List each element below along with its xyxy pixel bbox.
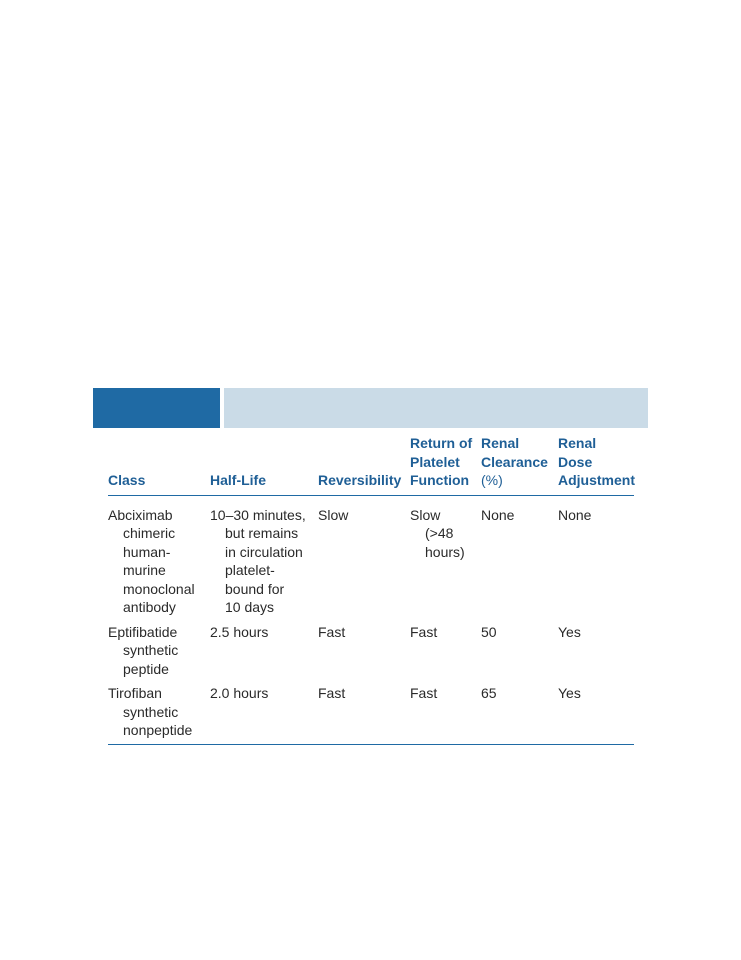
cell-renal-dose-adjustment: Yes [558, 684, 634, 744]
cell-half-life: 2.5 hours [210, 623, 269, 640]
cell-reversibility: Fast [318, 623, 346, 640]
cell-renal-clearance: 50 [481, 623, 497, 640]
header-class: Class [108, 434, 210, 495]
header-renal-dose-adjustment: Renal Dose Adjustment [558, 434, 634, 495]
cell-renal-dose-adjustment: Yes [558, 623, 581, 640]
drug-comparison-table-wrapper [108, 434, 634, 745]
cell-class: Abciximab chimeric human- murine monoclonal antibody [108, 506, 195, 615]
table-row [108, 623, 634, 685]
header-half-life: Half-Life [210, 434, 318, 495]
cell-half-life: 10–30 minutes, but remains in circulation platelet- bound for 10 days [210, 506, 306, 615]
header-row [108, 434, 634, 495]
cell-reversibility: Fast [318, 684, 410, 744]
cell-renal-clearance: 65 [481, 684, 558, 744]
table-row [108, 495, 634, 623]
header-return-of-platelet-function: Return of Platelet Function [410, 434, 481, 495]
cell-return-of-platelet-function: Fast [410, 684, 481, 744]
table-caption-block [224, 388, 648, 428]
cell-class: Eptifibatide synthetic peptide [108, 623, 179, 677]
cell-half-life: 2.0 hours [210, 684, 318, 744]
drug-comparison-table [108, 434, 634, 745]
cell-return-of-platelet-function: Slow (>48 hours) [410, 506, 465, 560]
header-reversibility: Reversibility [318, 434, 410, 495]
cell-class: Tirofiban synthetic nonpeptide [108, 684, 210, 744]
cell-return-of-platelet-function: Fast [410, 623, 438, 640]
cell-reversibility: Slow [318, 506, 349, 523]
table-row [108, 684, 634, 744]
cell-renal-clearance: None [481, 506, 515, 523]
cell-renal-dose-adjustment: None [558, 506, 592, 523]
header-renal-clearance: Renal Clearance (%) [481, 434, 558, 495]
table-title-band [93, 388, 648, 428]
table-label-block [93, 388, 220, 428]
